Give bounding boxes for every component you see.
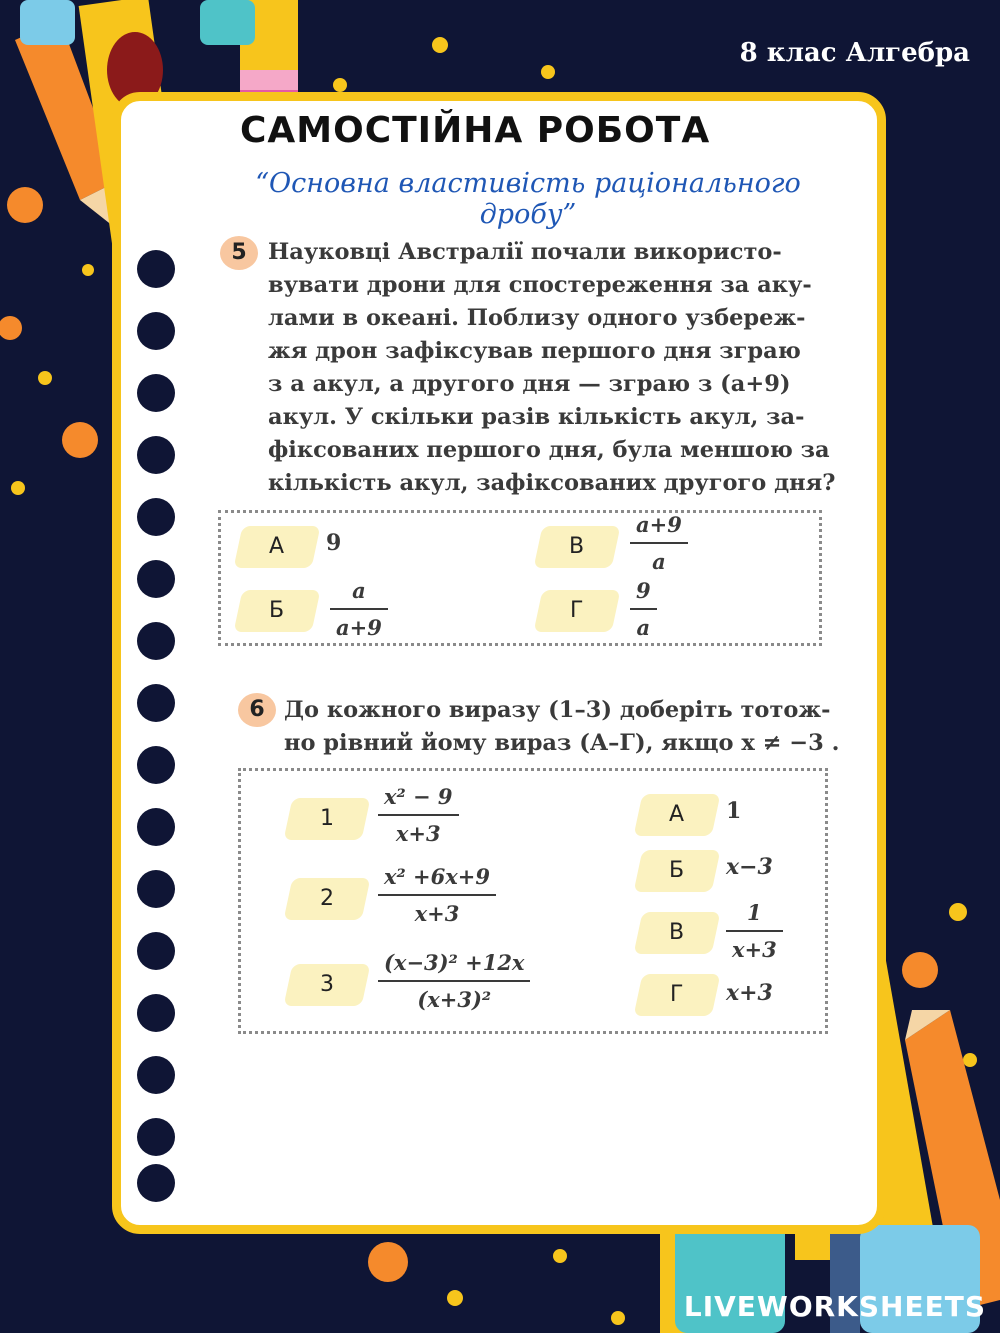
option-a-tag[interactable]: А — [234, 526, 321, 568]
option-b-fraction: a a+9 — [330, 578, 388, 640]
question-number-5: 5 — [220, 236, 258, 270]
option-b-tag[interactable]: Б — [234, 590, 321, 632]
page-subtitle: “Основна властивість раціонального дробу” — [255, 168, 801, 230]
expression-2-fraction: x² +6x+9 x+3 — [378, 864, 496, 926]
expression-1-fraction: x² − 9 x+3 — [378, 784, 459, 846]
option-a-value: 9 — [326, 530, 342, 556]
option-v-fraction: a+9 a — [630, 512, 688, 574]
answer-a-tag[interactable]: А — [634, 794, 721, 836]
expression-3-tag[interactable]: 3 — [284, 964, 371, 1006]
option-v-tag[interactable]: В — [534, 526, 621, 568]
question-number-6: 6 — [238, 693, 276, 727]
answer-a-value: 1 — [726, 798, 742, 824]
option-g-tag[interactable]: Г — [534, 590, 621, 632]
answer-v-fraction: 1 x+3 — [726, 900, 783, 962]
liveworksheets-watermark: LIVEWORKSHEETS — [683, 1290, 986, 1323]
expression-3-fraction: (x−3)² +12x (x+3)² — [378, 950, 530, 1012]
expression-2-tag[interactable]: 2 — [284, 878, 371, 920]
answer-v-tag[interactable]: В — [634, 912, 721, 954]
page-title: САМОСТІЙНА РОБОТА — [240, 110, 711, 151]
answer-g-tag[interactable]: Г — [634, 974, 721, 1016]
expression-1-tag[interactable]: 1 — [284, 798, 371, 840]
option-g-fraction: 9 a — [630, 578, 657, 640]
answer-b-value: x−3 — [726, 854, 773, 880]
answer-g-value: x+3 — [726, 980, 773, 1006]
answer-b-tag[interactable]: Б — [634, 850, 721, 892]
grade-label: 8 клас Алгебра — [739, 38, 970, 68]
